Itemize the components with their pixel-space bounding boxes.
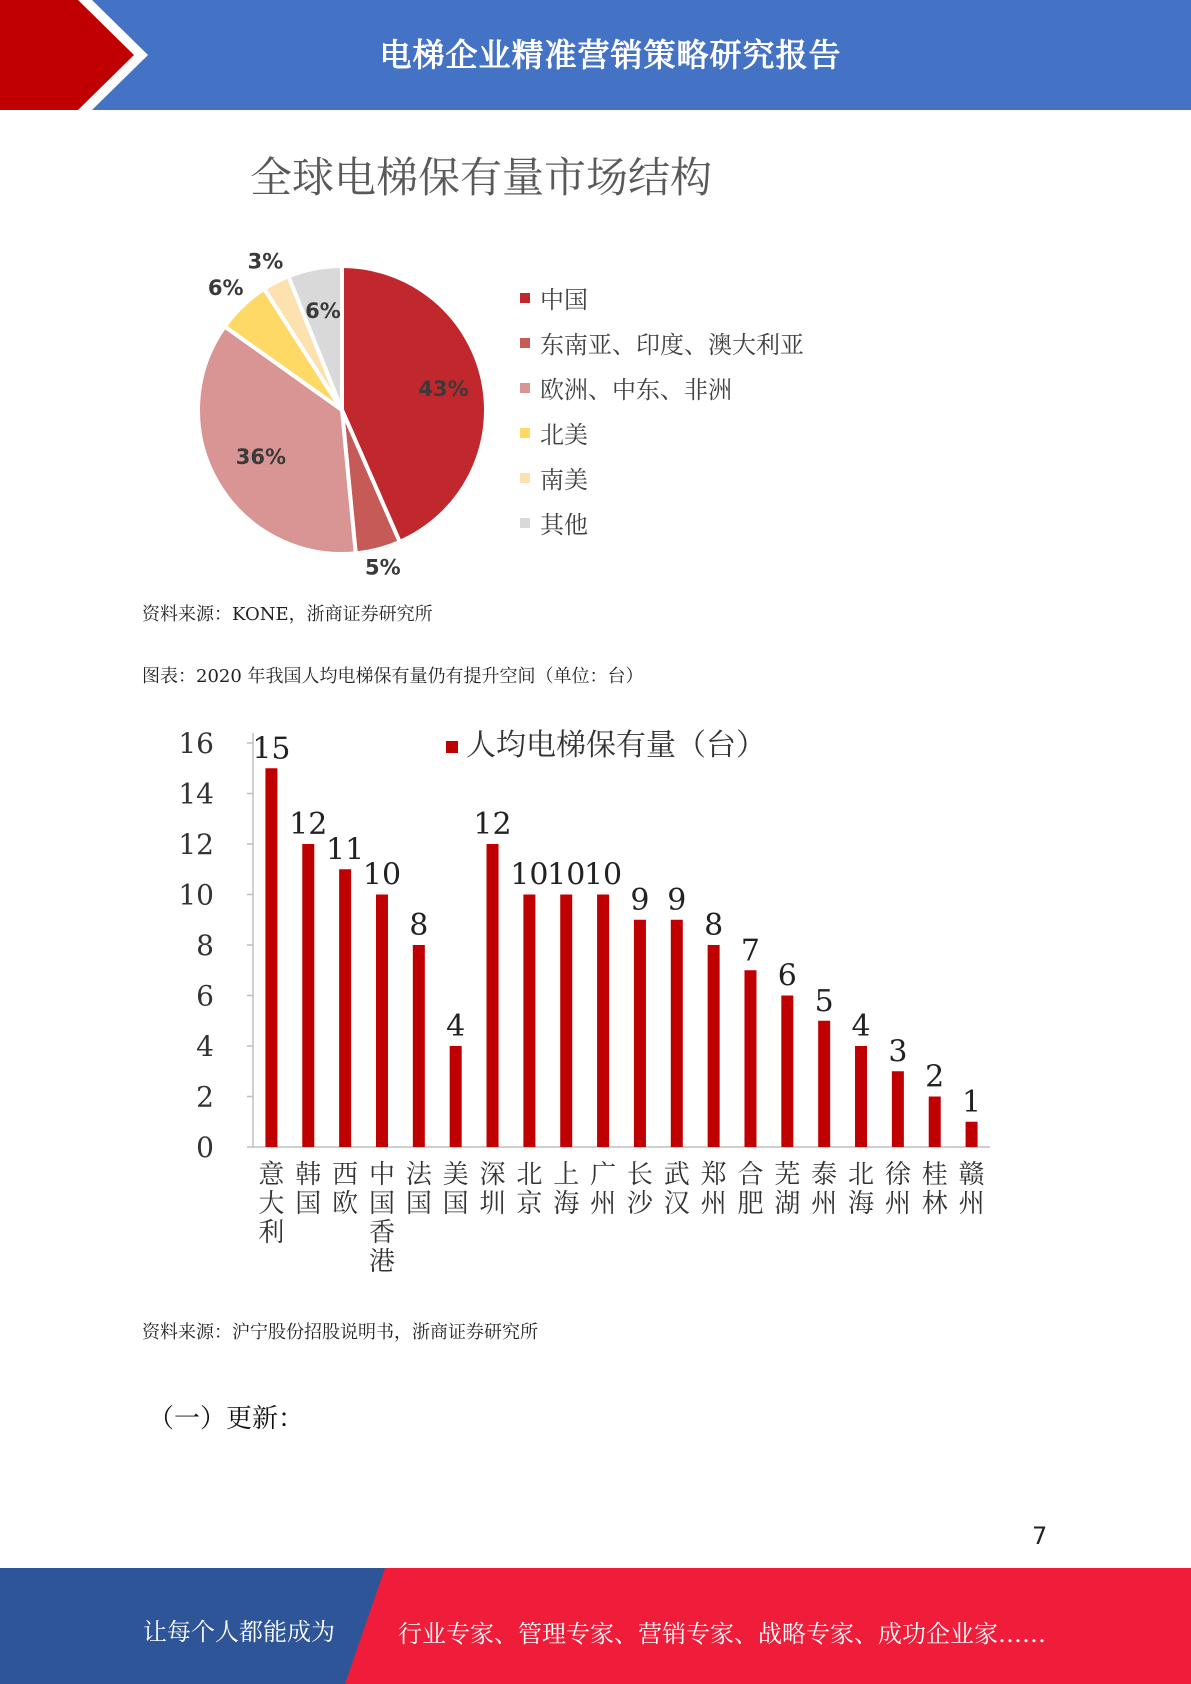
legend-label: 欧洲、中东、非洲 — [540, 376, 732, 404]
bar-data-label: 12 — [473, 807, 512, 842]
x-category-label: 中国香港 — [368, 1160, 395, 1277]
x-category-label: 北海 — [848, 1160, 875, 1219]
y-tick-label: 16 — [178, 727, 214, 760]
bar — [450, 1046, 462, 1147]
pie-slice-label: 43% — [418, 376, 469, 401]
page-footer — [0, 1568, 1191, 1684]
bar — [634, 920, 646, 1147]
bar-source-note: 资料来源：沪宁股份招股说明书，浙商证券研究所 — [142, 1322, 538, 1343]
x-category-label: 深圳 — [479, 1160, 506, 1219]
bar — [966, 1122, 978, 1147]
bar — [744, 970, 756, 1147]
bar-data-label: 3 — [888, 1034, 908, 1070]
bar-data-label: 7 — [740, 933, 761, 969]
bar-data-label: 2 — [925, 1059, 945, 1095]
bar — [671, 920, 683, 1147]
bar-data-label: 6 — [777, 958, 797, 994]
bar — [339, 869, 351, 1147]
x-category-label: 合肥 — [737, 1160, 764, 1219]
bar — [265, 768, 277, 1147]
legend-item — [520, 410, 804, 455]
x-category-label: 广州 — [590, 1160, 617, 1219]
bar — [560, 895, 572, 1148]
bar-data-label: 9 — [630, 882, 650, 918]
bar-data-label: 10 — [362, 857, 402, 893]
bar — [818, 1021, 830, 1147]
bar — [487, 844, 499, 1147]
y-tick-label: 6 — [196, 979, 214, 1013]
legend-item — [520, 500, 804, 545]
legend-swatch — [520, 518, 530, 528]
legend-item — [520, 365, 804, 410]
section-heading: （一）更新： — [148, 1404, 305, 1434]
bar-data-label: 15 — [252, 731, 291, 767]
bar-data-label: 8 — [409, 908, 429, 943]
bar — [376, 895, 388, 1148]
bar-data-label: 5 — [814, 983, 834, 1019]
y-tick-label: 8 — [196, 929, 214, 962]
bar — [597, 895, 609, 1148]
legend-label: 北美 — [540, 421, 588, 449]
y-tick-label: 4 — [196, 1030, 214, 1063]
bar-data-label: 1 — [962, 1084, 982, 1120]
x-category-label: 武汉 — [663, 1160, 690, 1219]
x-category-label: 美国 — [442, 1160, 469, 1219]
legend-swatch — [520, 428, 530, 438]
bar-chart — [150, 705, 1010, 1309]
pie-source-note: 资料来源：KONE，浙商证券研究所 — [142, 604, 433, 625]
bar-data-label: 11 — [326, 832, 365, 868]
legend-swatch — [520, 383, 530, 393]
bar — [523, 895, 535, 1148]
legend-item — [520, 455, 804, 500]
y-tick-label: 10 — [178, 878, 214, 912]
pie-slice-label: 6% — [207, 276, 244, 301]
bar — [708, 945, 720, 1147]
legend-item — [520, 320, 804, 365]
x-category-label: 西欧 — [332, 1160, 359, 1219]
bar — [413, 945, 425, 1147]
bar — [302, 844, 314, 1147]
footer-slogan-tail: 行业专家、管理专家、营销专家、战略专家、成功企业家…… — [398, 1620, 1046, 1648]
x-category-label: 上海 — [553, 1160, 580, 1219]
pie-legend — [520, 275, 804, 545]
bar-data-label: 10 — [547, 857, 586, 893]
bar — [855, 1046, 867, 1147]
pie-slice-label: 6% — [305, 299, 341, 324]
x-category-label: 芜湖 — [774, 1160, 801, 1219]
x-category-label: 意大利 — [258, 1160, 285, 1248]
x-category-label: 长沙 — [626, 1160, 653, 1219]
y-tick-label: 14 — [178, 777, 214, 811]
y-tick-label: 12 — [178, 828, 214, 861]
x-category-label: 桂林 — [921, 1160, 948, 1219]
bar-data-label: 10 — [583, 857, 623, 893]
footer-slogan-lead: 让每个人都能成为 — [143, 1618, 335, 1646]
pie-slice-label: 3% — [247, 249, 284, 274]
bar-legend-swatch — [446, 741, 458, 753]
bar-data-label: 4 — [446, 1009, 466, 1044]
bar-data-label: 10 — [510, 857, 549, 893]
page-header — [0, 0, 1191, 110]
x-category-label: 郑州 — [700, 1160, 727, 1219]
x-category-label: 赣州 — [958, 1160, 985, 1219]
bar-data-label: 8 — [704, 908, 724, 943]
report-title: 电梯企业精准营销策略研究报告 — [379, 36, 842, 74]
x-category-label: 泰州 — [811, 1160, 838, 1219]
x-category-label: 韩国 — [295, 1160, 322, 1219]
bar — [929, 1097, 941, 1148]
y-tick-label: 2 — [196, 1080, 214, 1114]
pie-slice-label: 36% — [235, 444, 287, 469]
legend-label: 南美 — [540, 466, 588, 494]
legend-label: 东南亚、印度、澳大利亚 — [540, 331, 804, 359]
pie-slice-label: 5% — [365, 555, 401, 580]
legend-label: 中国 — [540, 286, 588, 314]
x-category-label: 徐州 — [884, 1160, 911, 1219]
legend-swatch — [520, 338, 530, 348]
bar-chart-caption: 图表：2020 年我国人均电梯保有量仍有提升空间（单位：台） — [142, 666, 644, 687]
bar-data-label: 9 — [667, 882, 687, 918]
y-tick-label: 0 — [196, 1131, 214, 1164]
pie-chart-title: 全球电梯保有量市场结构 — [250, 153, 713, 202]
pie-chart — [150, 230, 510, 590]
page-number: 7 — [1032, 1522, 1048, 1550]
bar — [892, 1071, 904, 1147]
bar-data-label: 12 — [289, 807, 328, 842]
x-category-label: 北京 — [516, 1160, 543, 1219]
legend-swatch — [520, 293, 530, 303]
bar — [781, 996, 793, 1148]
legend-swatch — [520, 473, 530, 483]
bar-legend-label: 人均电梯保有量（台） — [466, 728, 766, 763]
x-category-label: 法国 — [405, 1160, 432, 1219]
bar-data-label: 4 — [851, 1009, 871, 1044]
legend-label: 其他 — [540, 511, 588, 539]
legend-item — [520, 275, 804, 320]
